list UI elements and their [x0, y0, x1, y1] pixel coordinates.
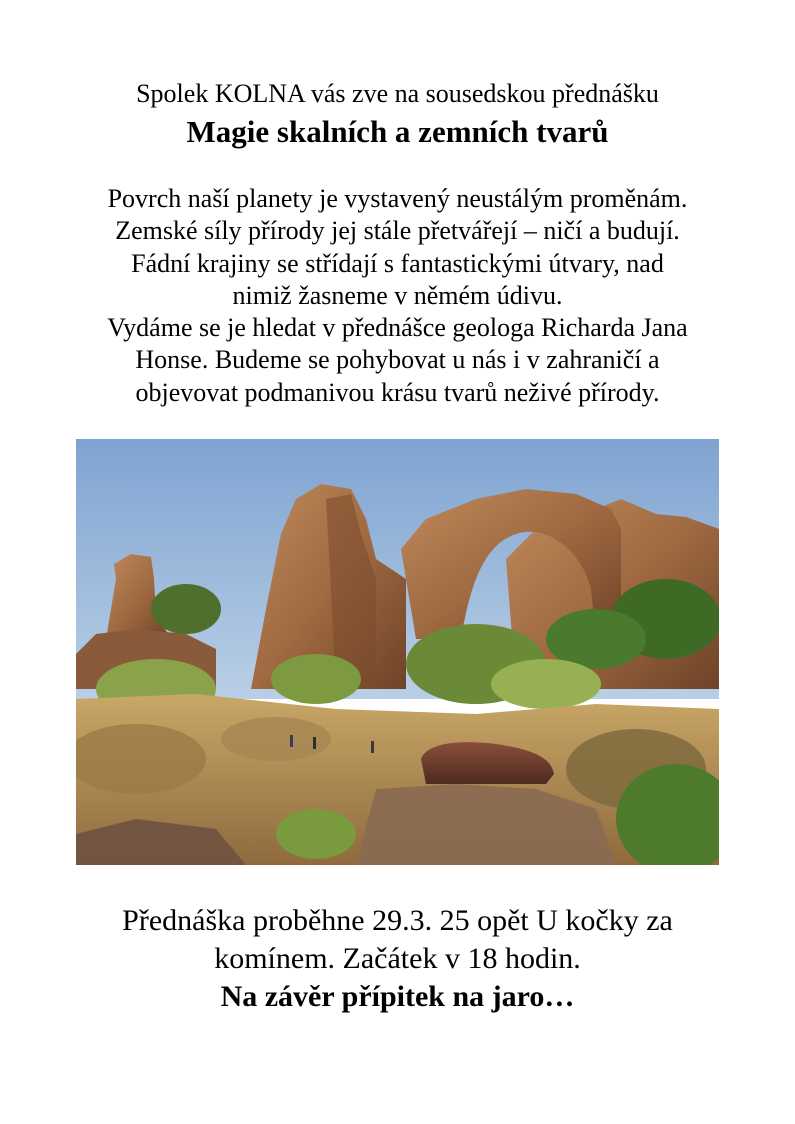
lecture-title: Magie skalních a zemních tvarů	[186, 114, 609, 149]
description-line: Povrch naší planety je vystavený neustálým proměnám.	[107, 184, 688, 213]
tree-canopy	[271, 654, 361, 704]
description-line: Fádní krajiny se střídají s fantastickými útvary, nad	[131, 248, 664, 278]
green-shrub	[276, 809, 356, 859]
tree-canopy	[491, 659, 601, 709]
description-line: Honse. Budeme se pohybovat u nás i v zahraničí a	[135, 345, 660, 375]
event-info	[40, 902, 755, 1016]
description-line: Vydáme se je hledat v přednášce geologa Richarda Jana	[107, 313, 688, 343]
invitation-line: Spolek KOLNA vás zve na sousedskou přednášku	[136, 79, 659, 108]
hiker-figure	[371, 741, 374, 753]
closing-line: Na závěr přípitek na jaro…	[220, 980, 575, 1013]
lecture-description	[60, 183, 735, 409]
event-line: Přednáška proběhne 29.3. 25 opět U kočky za	[122, 904, 673, 937]
description-line: Zemské síly přírody jej stále přetvářejí – ničí a budují.	[115, 216, 680, 246]
event-line: komínem. Začátek v 18 hodin.	[214, 942, 581, 975]
tree-canopy	[151, 584, 221, 634]
description-line: objevovat podmanivou krásu tvarů neživé přírody.	[135, 377, 660, 407]
description-line: nimiž žasneme v němém údivu.	[232, 280, 563, 310]
hiker-figure	[290, 735, 293, 747]
hiker-figure	[313, 737, 316, 749]
rock-arch-photo	[76, 439, 719, 865]
